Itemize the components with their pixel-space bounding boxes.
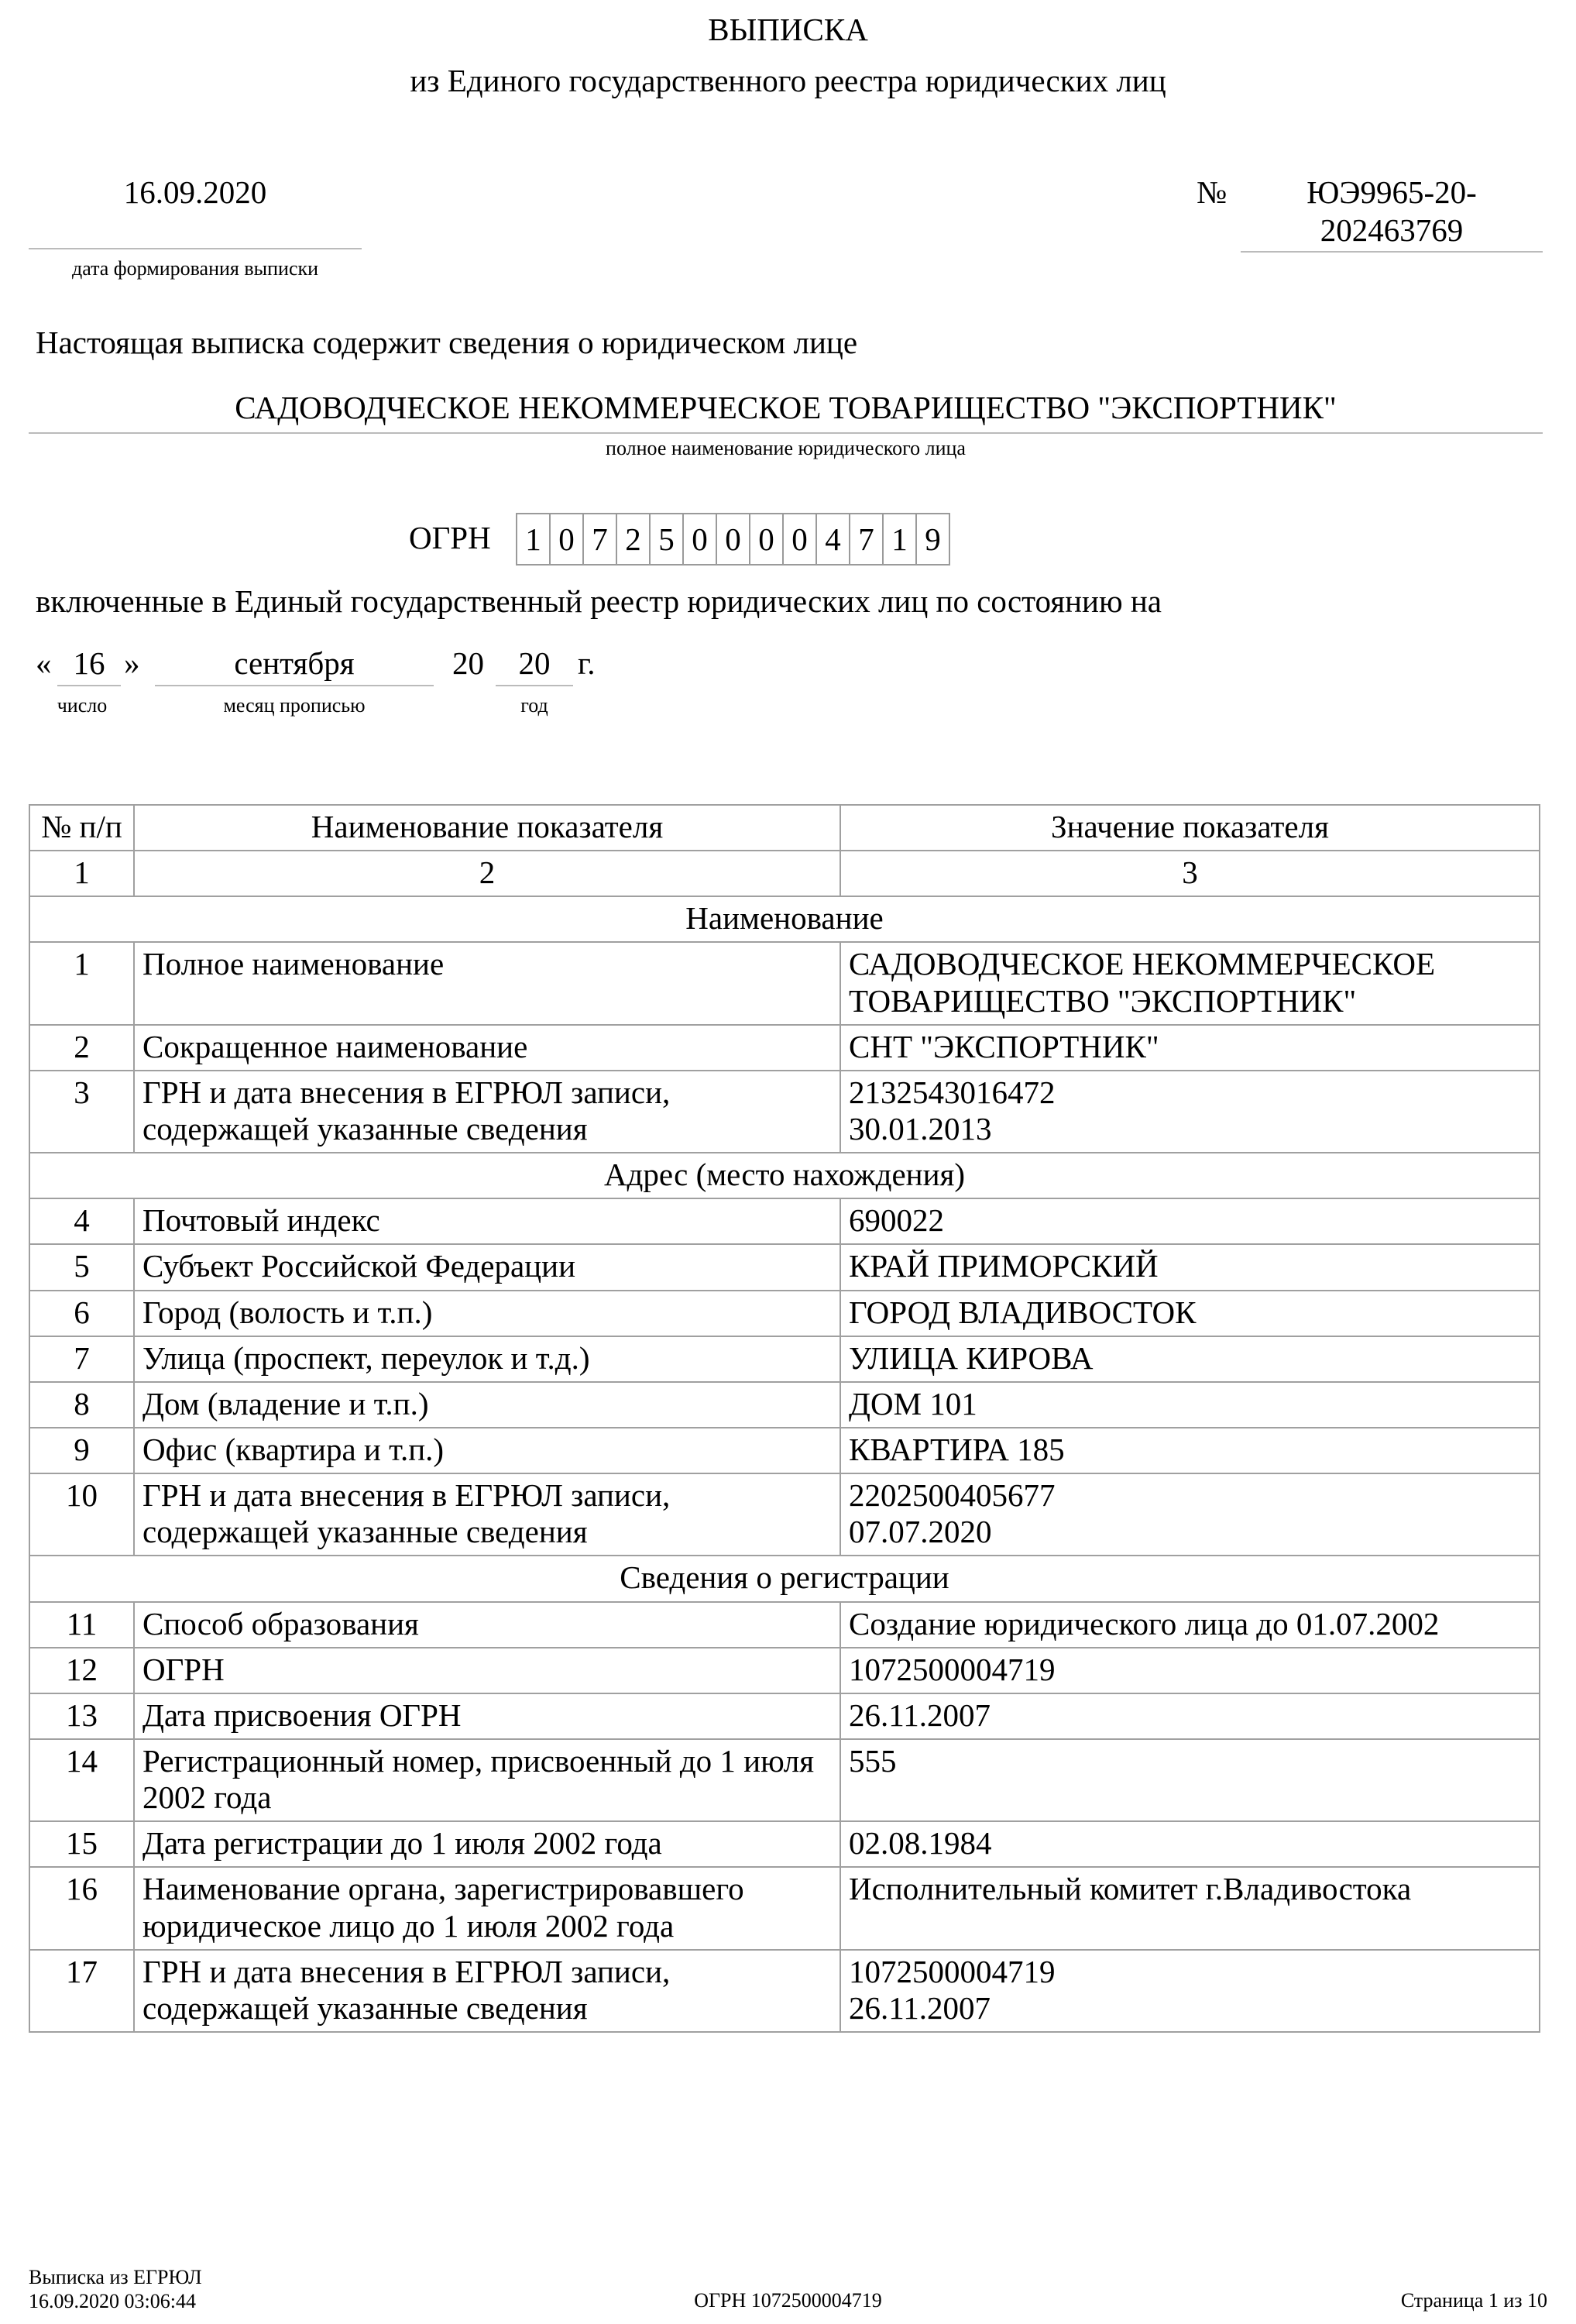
month-caption: месяц прописью (223, 694, 366, 717)
ogrn-digit: 0 (549, 513, 584, 566)
footer-ogrn: ОГРН 1072500004719 (694, 2289, 882, 2312)
number-sign: № (1197, 174, 1227, 210)
column-header-value: Значение показателя (840, 805, 1540, 851)
row-indicator: Дом (владение и т.п.) (134, 1382, 840, 1428)
row-number: 12 (29, 1648, 134, 1693)
year-caption: год (520, 694, 548, 717)
row-number: 1 (29, 942, 134, 1024)
table-row (29, 1602, 1540, 1648)
ogrn-digit: 0 (716, 513, 750, 566)
row-indicator: Регистрационный номер, присвоенный до 1 июля 2002 года (134, 1739, 840, 1821)
extract-date-caption: дата формирования выписки (71, 257, 319, 280)
column-number: 1 (29, 851, 134, 896)
grn-number: 1072500004719 (849, 1953, 1056, 1989)
row-indicator: Наименование органа, зарегистрировавшего юридическое лицо до 1 июля 2002 года (134, 1867, 840, 1949)
row-number: 8 (29, 1382, 134, 1428)
row-value (840, 1071, 1540, 1153)
column-header-indicator: Наименование показателя (134, 805, 840, 851)
row-indicator: Дата присвоения ОГРН (134, 1693, 840, 1739)
grn-date: 07.07.2020 (849, 1514, 992, 1550)
table-row (29, 1291, 1540, 1336)
state-month: сентября (155, 645, 434, 686)
table-row (29, 1025, 1540, 1071)
table-row (29, 1648, 1540, 1693)
ogrn-digit: 1 (882, 513, 917, 566)
footer-doc-name: Выписка из ЕГРЮЛ (29, 2266, 202, 2288)
row-number: 2 (29, 1025, 134, 1071)
ogrn-digit: 9 (915, 513, 950, 566)
ogrn-digit: 0 (749, 513, 784, 566)
extract-date: 16.09.2020 (29, 174, 362, 249)
row-indicator: Офис (квартира и т.п.) (134, 1428, 840, 1473)
ogrn-digit: 0 (782, 513, 817, 566)
egrul-data-table (29, 804, 1540, 2033)
row-number: 15 (29, 1821, 134, 1867)
table-row (29, 1244, 1540, 1290)
column-number: 3 (840, 851, 1540, 896)
row-number: 3 (29, 1071, 134, 1153)
table-row (29, 1473, 1540, 1556)
row-value: ГОРОД ВЛАДИВОСТОК (840, 1291, 1540, 1336)
row-value: 690022 (840, 1198, 1540, 1244)
ogrn-digit: 0 (682, 513, 717, 566)
row-number: 17 (29, 1950, 134, 2032)
org-full-name: САДОВОДЧЕСКОЕ НЕКОММЕРЧЕСКОЕ ТОВАРИЩЕСТВО "ЭКСПОРТНИК" (29, 389, 1543, 434)
footer-timestamp: 16.09.2020 03:06:44 (29, 2290, 196, 2313)
org-name-caption: полное наименование юридического лица (606, 437, 966, 459)
day-caption: число (57, 694, 108, 717)
ogrn-label: ОГРН (409, 520, 491, 555)
row-value: 02.08.1984 (840, 1821, 1540, 1867)
row-indicator: ГРН и дата внесения в ЕГРЮЛ записи, содержащей указанные сведения (134, 1473, 840, 1556)
footer-page-number: Страница 1 из 10 (1400, 2289, 1547, 2312)
table-header-row (29, 805, 1540, 851)
ogrn-digit: 1 (516, 513, 551, 566)
grn-number: 2132543016472 (849, 1074, 1056, 1110)
extract-number-line2: 202463769 (1320, 212, 1464, 249)
row-value: ДОМ 101 (840, 1382, 1540, 1428)
grn-date: 26.11.2007 (849, 1989, 991, 2026)
table-row (29, 1821, 1540, 1867)
section-row (29, 1556, 1540, 1601)
extract-number-line1: ЮЭ9965-20- (1306, 174, 1477, 210)
row-indicator: Улица (проспект, переулок и т.д.) (134, 1336, 840, 1382)
row-number: 16 (29, 1867, 134, 1949)
grn-number: 2202500405677 (849, 1477, 1056, 1514)
row-indicator: Субъект Российской Федерации (134, 1244, 840, 1290)
row-indicator: ОГРН (134, 1648, 840, 1693)
ogrn-digit: 7 (582, 513, 617, 566)
row-indicator: ГРН и дата внесения в ЕГРЮЛ записи, содержащей указанные сведения (134, 1950, 840, 2032)
row-number: 5 (29, 1244, 134, 1290)
column-numbers-row (29, 851, 1540, 896)
row-number: 13 (29, 1693, 134, 1739)
row-number: 6 (29, 1291, 134, 1336)
row-value: 26.11.2007 (840, 1693, 1540, 1739)
section-row (29, 1153, 1540, 1198)
ogrn-digit: 7 (849, 513, 884, 566)
ogrn-digit: 5 (649, 513, 684, 566)
intro-text: Настоящая выписка содержит сведения о юридическом лице (36, 325, 858, 360)
section-title-registration: Сведения о регистрации (29, 1556, 1540, 1601)
row-number: 14 (29, 1739, 134, 1821)
included-text: включенные в Единый государственный реестр юридических лиц по состоянию на (36, 583, 1162, 619)
table-row (29, 1739, 1540, 1821)
section-title-address: Адрес (место нахождения) (29, 1153, 1540, 1198)
row-value: САДОВОДЧЕСКОЕ НЕКОММЕРЧЕСКОЕ ТОВАРИЩЕСТВО "ЭКСПОРТНИК" (840, 942, 1540, 1024)
row-value: КРАЙ ПРИМОРСКИЙ (840, 1244, 1540, 1290)
column-header-number: № п/п (29, 805, 134, 851)
close-quote: » (124, 645, 140, 681)
table-row (29, 1693, 1540, 1739)
state-year: 20 (496, 645, 573, 686)
table-row (29, 1950, 1540, 2032)
section-title-name: Наименование (29, 896, 1540, 942)
row-value (840, 1473, 1540, 1556)
row-value: СНТ "ЭКСПОРТНИК" (840, 1025, 1540, 1071)
row-value: Создание юридического лица до 01.07.2002 (840, 1602, 1540, 1648)
extract-number (1241, 174, 1543, 253)
row-number: 11 (29, 1602, 134, 1648)
row-number: 7 (29, 1336, 134, 1382)
row-indicator: Дата регистрации до 1 июля 2002 года (134, 1821, 840, 1867)
open-quote: « (36, 645, 52, 681)
row-value: 555 (840, 1739, 1540, 1821)
row-indicator: Полное наименование (134, 942, 840, 1024)
document-title: ВЫПИСКА (708, 12, 868, 47)
table-row (29, 1382, 1540, 1428)
row-value: Исполнительный комитет г.Владивостока (840, 1867, 1540, 1949)
ogrn-digit: 2 (616, 513, 651, 566)
table-row (29, 1336, 1540, 1382)
document-subtitle: из Единого государственного реестра юридических лиц (410, 63, 1166, 98)
table-row (29, 942, 1540, 1024)
row-indicator: Сокращенное наименование (134, 1025, 840, 1071)
ogrn-digit: 4 (815, 513, 850, 566)
row-indicator: ГРН и дата внесения в ЕГРЮЛ записи, содержащей указанные сведения (134, 1071, 840, 1153)
row-number: 9 (29, 1428, 134, 1473)
grn-date: 30.01.2013 (849, 1110, 992, 1147)
row-indicator: Город (волость и т.п.) (134, 1291, 840, 1336)
row-value: КВАРТИРА 185 (840, 1428, 1540, 1473)
row-value: УЛИЦА КИРОВА (840, 1336, 1540, 1382)
ogrn-digit-boxes (517, 513, 950, 566)
table-row (29, 1428, 1540, 1473)
section-row (29, 896, 1540, 942)
column-number: 2 (134, 851, 840, 896)
row-number: 4 (29, 1198, 134, 1244)
row-value (840, 1950, 1540, 2032)
row-indicator: Способ образования (134, 1602, 840, 1648)
row-value: 1072500004719 (840, 1648, 1540, 1693)
table-row (29, 1867, 1540, 1949)
table-row (29, 1198, 1540, 1244)
row-number: 10 (29, 1473, 134, 1556)
state-century: 20 (452, 645, 484, 681)
table-row (29, 1071, 1540, 1153)
year-suffix: г. (578, 645, 596, 681)
state-day: 16 (57, 645, 121, 686)
row-indicator: Почтовый индекс (134, 1198, 840, 1244)
